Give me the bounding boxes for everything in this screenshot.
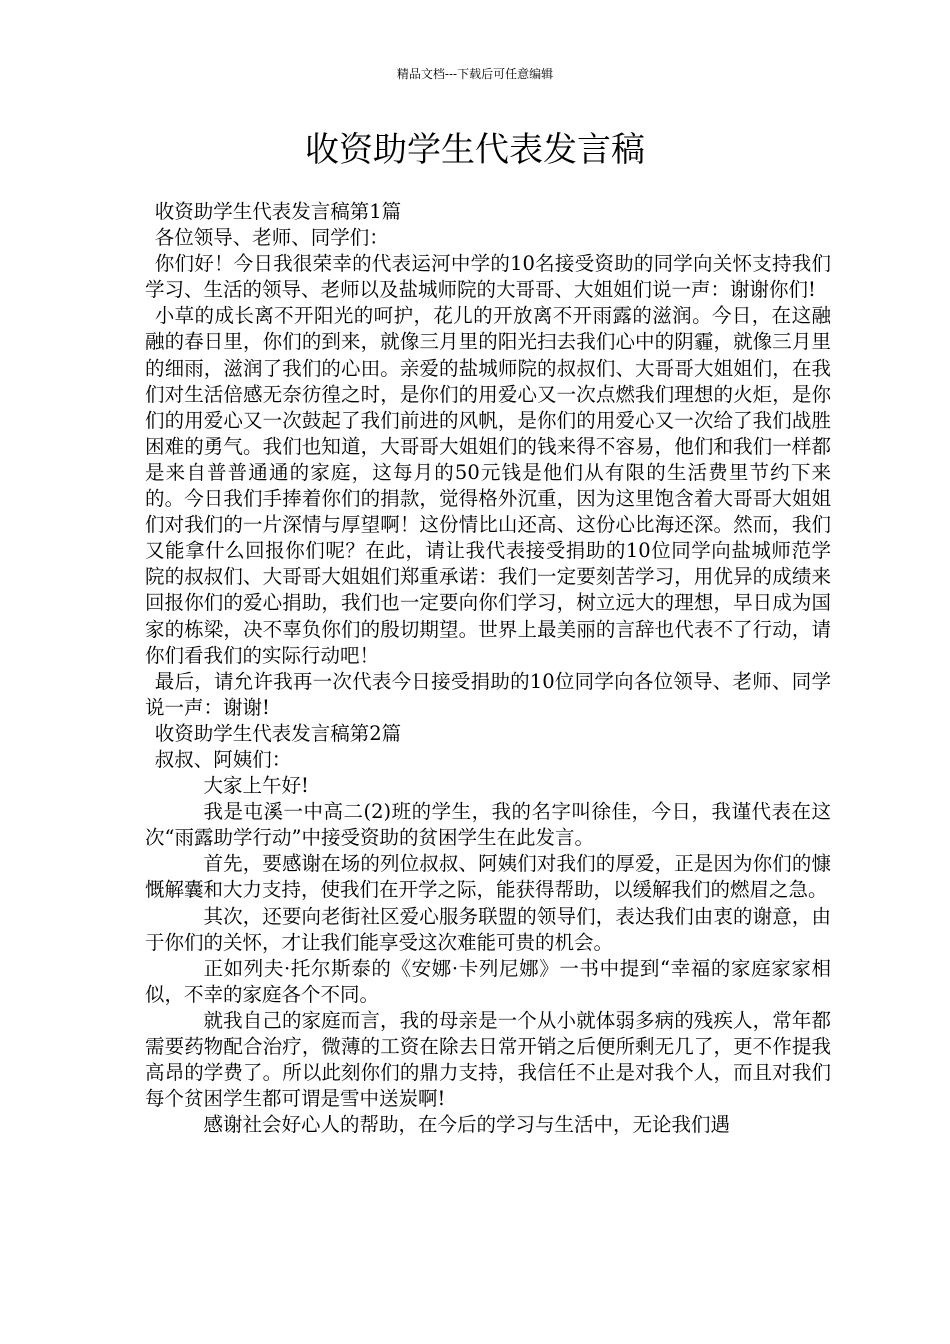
document-title: 收资助学生代表发言稿	[305, 130, 645, 170]
document-body	[145, 199, 831, 1138]
paragraph: 感谢社会好心人的帮助，在今后的学习与生活中，无论我们遇	[203, 1113, 731, 1137]
paragraph: 其次，还要向老街社区爱心服务联盟的领导们，表达我们由衷的谢意，由于你们的关怀，才让我们能享受这次难能可贵的机会。	[145, 904, 831, 954]
header-note: 精品文档---下载后可任意编辑	[396, 67, 554, 81]
salutation: 各位领导、老师、同学们：	[154, 226, 389, 250]
paragraph: 就我自己的家庭而言，我的母亲是一个从小就体弱多病的残疾人，常年都需要药物配合治疗，微薄的工资在除去日常开销之后便所剩无几了，更不作提我高昂的学费了。所以此刻你们的鼎力支持，我信任不止是对我个人，而且对我们每个贫困学生都可谓是雪中送炭啊!	[145, 1008, 831, 1111]
paragraph: 首先，要感谢在场的列位叔叔、阿姨们对我们的厚爱，正是因为你们的慷慨解囊和大力支持，使我们在开学之际，能获得帮助，以缓解我们的燃眉之急。	[145, 852, 831, 902]
paragraph: 你们好！今日我很荣幸的代表运河中学的10名接受资助的同学向关怀支持我们学习、生活的领导、老师以及盐城师院的大哥哥、大姐姐们说一声：谢谢你们!	[145, 252, 831, 302]
section-heading: 收资助学生代表发言稿第1篇	[154, 200, 402, 223]
paragraph: 我是屯溪一中高二(2)班的学生，我的名字叫徐佳，今日，我谨代表在这次“雨露助学行动”中接受资助的贫困学生在此发言。	[145, 800, 831, 850]
salutation: 叔叔、阿姨们：	[154, 747, 292, 771]
paragraph: 大家上午好!	[203, 774, 309, 798]
paragraph: 最后，请允许我再一次代表今日接受捐助的10位同学向各位领导、老师、同学说一声：谢谢!	[145, 669, 831, 719]
section-heading: 收资助学生代表发言稿第2篇	[154, 721, 402, 745]
paragraph: 正如列夫·托尔斯泰的《安娜·卡列尼娜》一书中提到“幸福的家庭家家相似，不幸的家庭各个不同。	[145, 956, 831, 1006]
paragraph: 小草的成长离不开阳光的呵护，花儿的开放离不开雨露的滋润。今日，在这融融的春日里，你们的到来，就像三月里的阳光扫去我们心中的阴霾，就像三月里的细雨，滋润了我们的心田。亲爱的盐城师院的叔叔们、大哥哥大姐姐们，在我们对生活倍感无奈彷徨之时，是你们的用爱心又一次点燃我们理想的火炬，是你们的用爱心又一次鼓起了我们前进的风帆，是你们的用爱心又一次给了我们战胜困难的勇气。我们也知道，大哥哥大姐姐们的钱来得不容易，他们和我们一样都是来自普普通通的家庭，这每月的50元钱是他们从有限的生活费里节约下来的。今日我们手捧着你们的捐款，觉得格外沉重，因为这里饱含着大哥哥大姐姐们对我们的一片深情与厚望啊！这份情比山还高、这份心比海还深。然而，我们又能拿什么回报你们呢？在此，请让我代表接受捐助的10位同学向盐城师范学院的叔叔们、大哥哥大姐姐们郑重承诺：我们一定要刻苦学习，用优异的成绩来回报你们的爱心捐助，我们也一定要向你们学习，树立远大的理想，早日成为国家的栋梁，决不辜负你们的殷切期望。世界上最美丽的言辞也代表不了行动，请你们看我们的实际行动吧！	[145, 304, 831, 667]
